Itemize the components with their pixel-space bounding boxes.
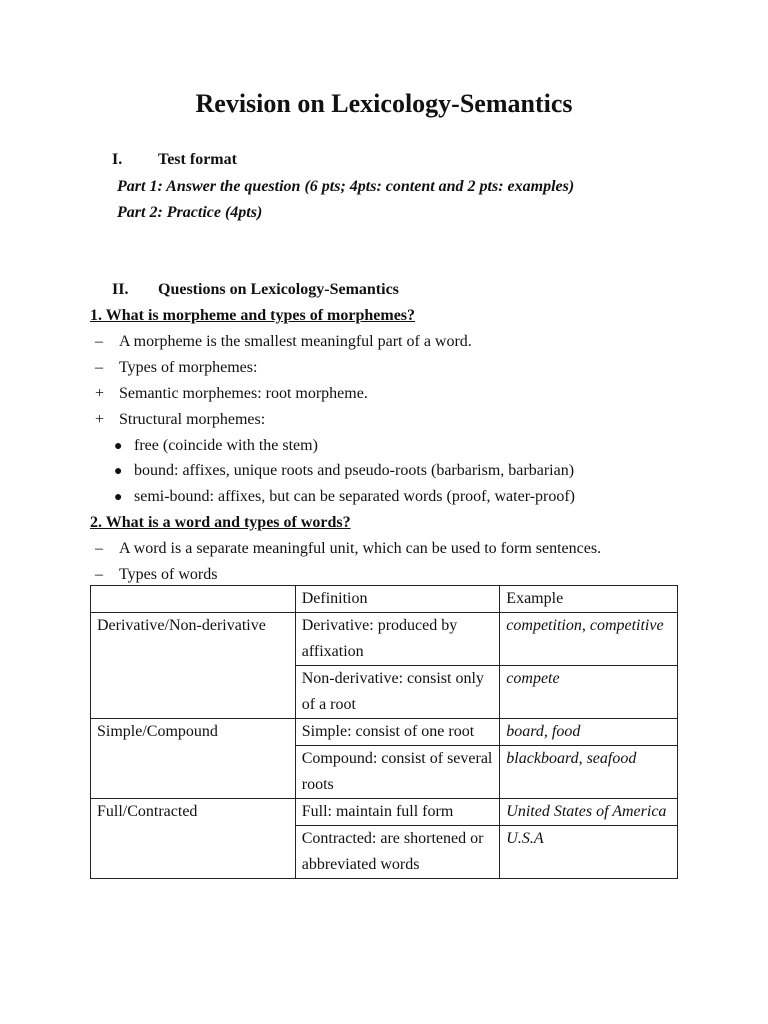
list-item — [114, 487, 575, 508]
bullet-icon: ● — [114, 490, 123, 505]
section-2-numeral: II. — [112, 281, 129, 298]
plus-marker: + — [95, 385, 105, 402]
section-1-numeral: I. — [112, 151, 123, 168]
table-row — [91, 799, 678, 826]
part-1-text: Part 1: Answer the question (6 pts; 4pts: content and 2 pts: examples) — [117, 178, 575, 195]
part-2-text: Part 2: Practice (4pts) — [117, 204, 263, 221]
example-cell: competition, competitive — [500, 613, 678, 666]
word-definition: A word is a separate meaningful unit, which can be used to form sentences. — [119, 540, 602, 557]
example-cell: U.S.A — [500, 826, 678, 879]
list-item — [114, 436, 318, 457]
definition-cell: Simple: consist of one root — [295, 719, 500, 746]
definition-cell: Full: maintain full form — [295, 799, 500, 826]
section-1-heading: Test format — [158, 151, 237, 168]
bullet-free: free (coincide with the stem) — [134, 437, 318, 454]
bullet-icon: ● — [114, 464, 123, 479]
definition-cell: Compound: consist of several roots — [295, 746, 500, 799]
list-item — [95, 539, 601, 559]
dash-marker: – — [95, 333, 103, 350]
word-type-cell: Full/Contracted — [91, 799, 296, 879]
word-type-cell: Simple/Compound — [91, 719, 296, 799]
table-header-row — [91, 586, 678, 613]
bullet-semi-bound: semi-bound: affixes, but can be separated words (proof, water-proof) — [134, 488, 576, 505]
example-cell: compete — [500, 666, 678, 719]
word-types-label: Types of words — [119, 566, 218, 583]
table-row — [91, 719, 678, 746]
example-cell: blackboard, seafood — [500, 746, 678, 799]
morpheme-definition: A morpheme is the smallest meaningful part of a word. — [119, 333, 472, 350]
bullet-bound: bound: affixes, unique roots and pseudo-roots (barbarism, barbarian) — [134, 462, 575, 479]
dash-marker: – — [95, 566, 103, 583]
bullet-icon: ● — [114, 439, 123, 454]
list-item — [95, 358, 257, 378]
morpheme-types-label: Types of morphemes: — [119, 359, 258, 376]
definition-cell: Non-derivative: consist only of a root — [295, 666, 500, 719]
list-item — [95, 384, 368, 404]
section-2-heading: Questions on Lexicology-Semantics — [158, 281, 399, 298]
structural-morphemes: Structural morphemes: — [119, 411, 266, 428]
table-header-cell — [91, 586, 296, 613]
definition-cell: Contracted: are shortened or abbreviated words — [295, 826, 500, 879]
example-cell: board, food — [500, 719, 678, 746]
dash-marker: – — [95, 540, 103, 557]
list-item — [114, 461, 574, 482]
list-item — [95, 565, 217, 585]
word-types-table — [90, 585, 678, 879]
table-row — [91, 613, 678, 666]
table-header-cell: Example — [500, 586, 678, 613]
plus-marker: + — [95, 411, 105, 428]
table-header-cell: Definition — [295, 586, 500, 613]
question-2-heading: 2. What is a word and types of words? — [90, 514, 351, 531]
page-title: Revision on Lexicology-Semantics — [195, 89, 573, 118]
semantic-morphemes: Semantic morphemes: root morpheme. — [119, 385, 368, 402]
list-item — [95, 410, 265, 430]
word-type-cell: Derivative/Non-derivative — [91, 613, 296, 719]
list-item — [95, 332, 472, 352]
definition-cell: Derivative: produced by affixation — [295, 613, 500, 666]
dash-marker: – — [95, 359, 103, 376]
example-cell: United States of America — [500, 799, 678, 826]
question-1-heading: 1. What is morpheme and types of morphemes? — [90, 307, 416, 324]
